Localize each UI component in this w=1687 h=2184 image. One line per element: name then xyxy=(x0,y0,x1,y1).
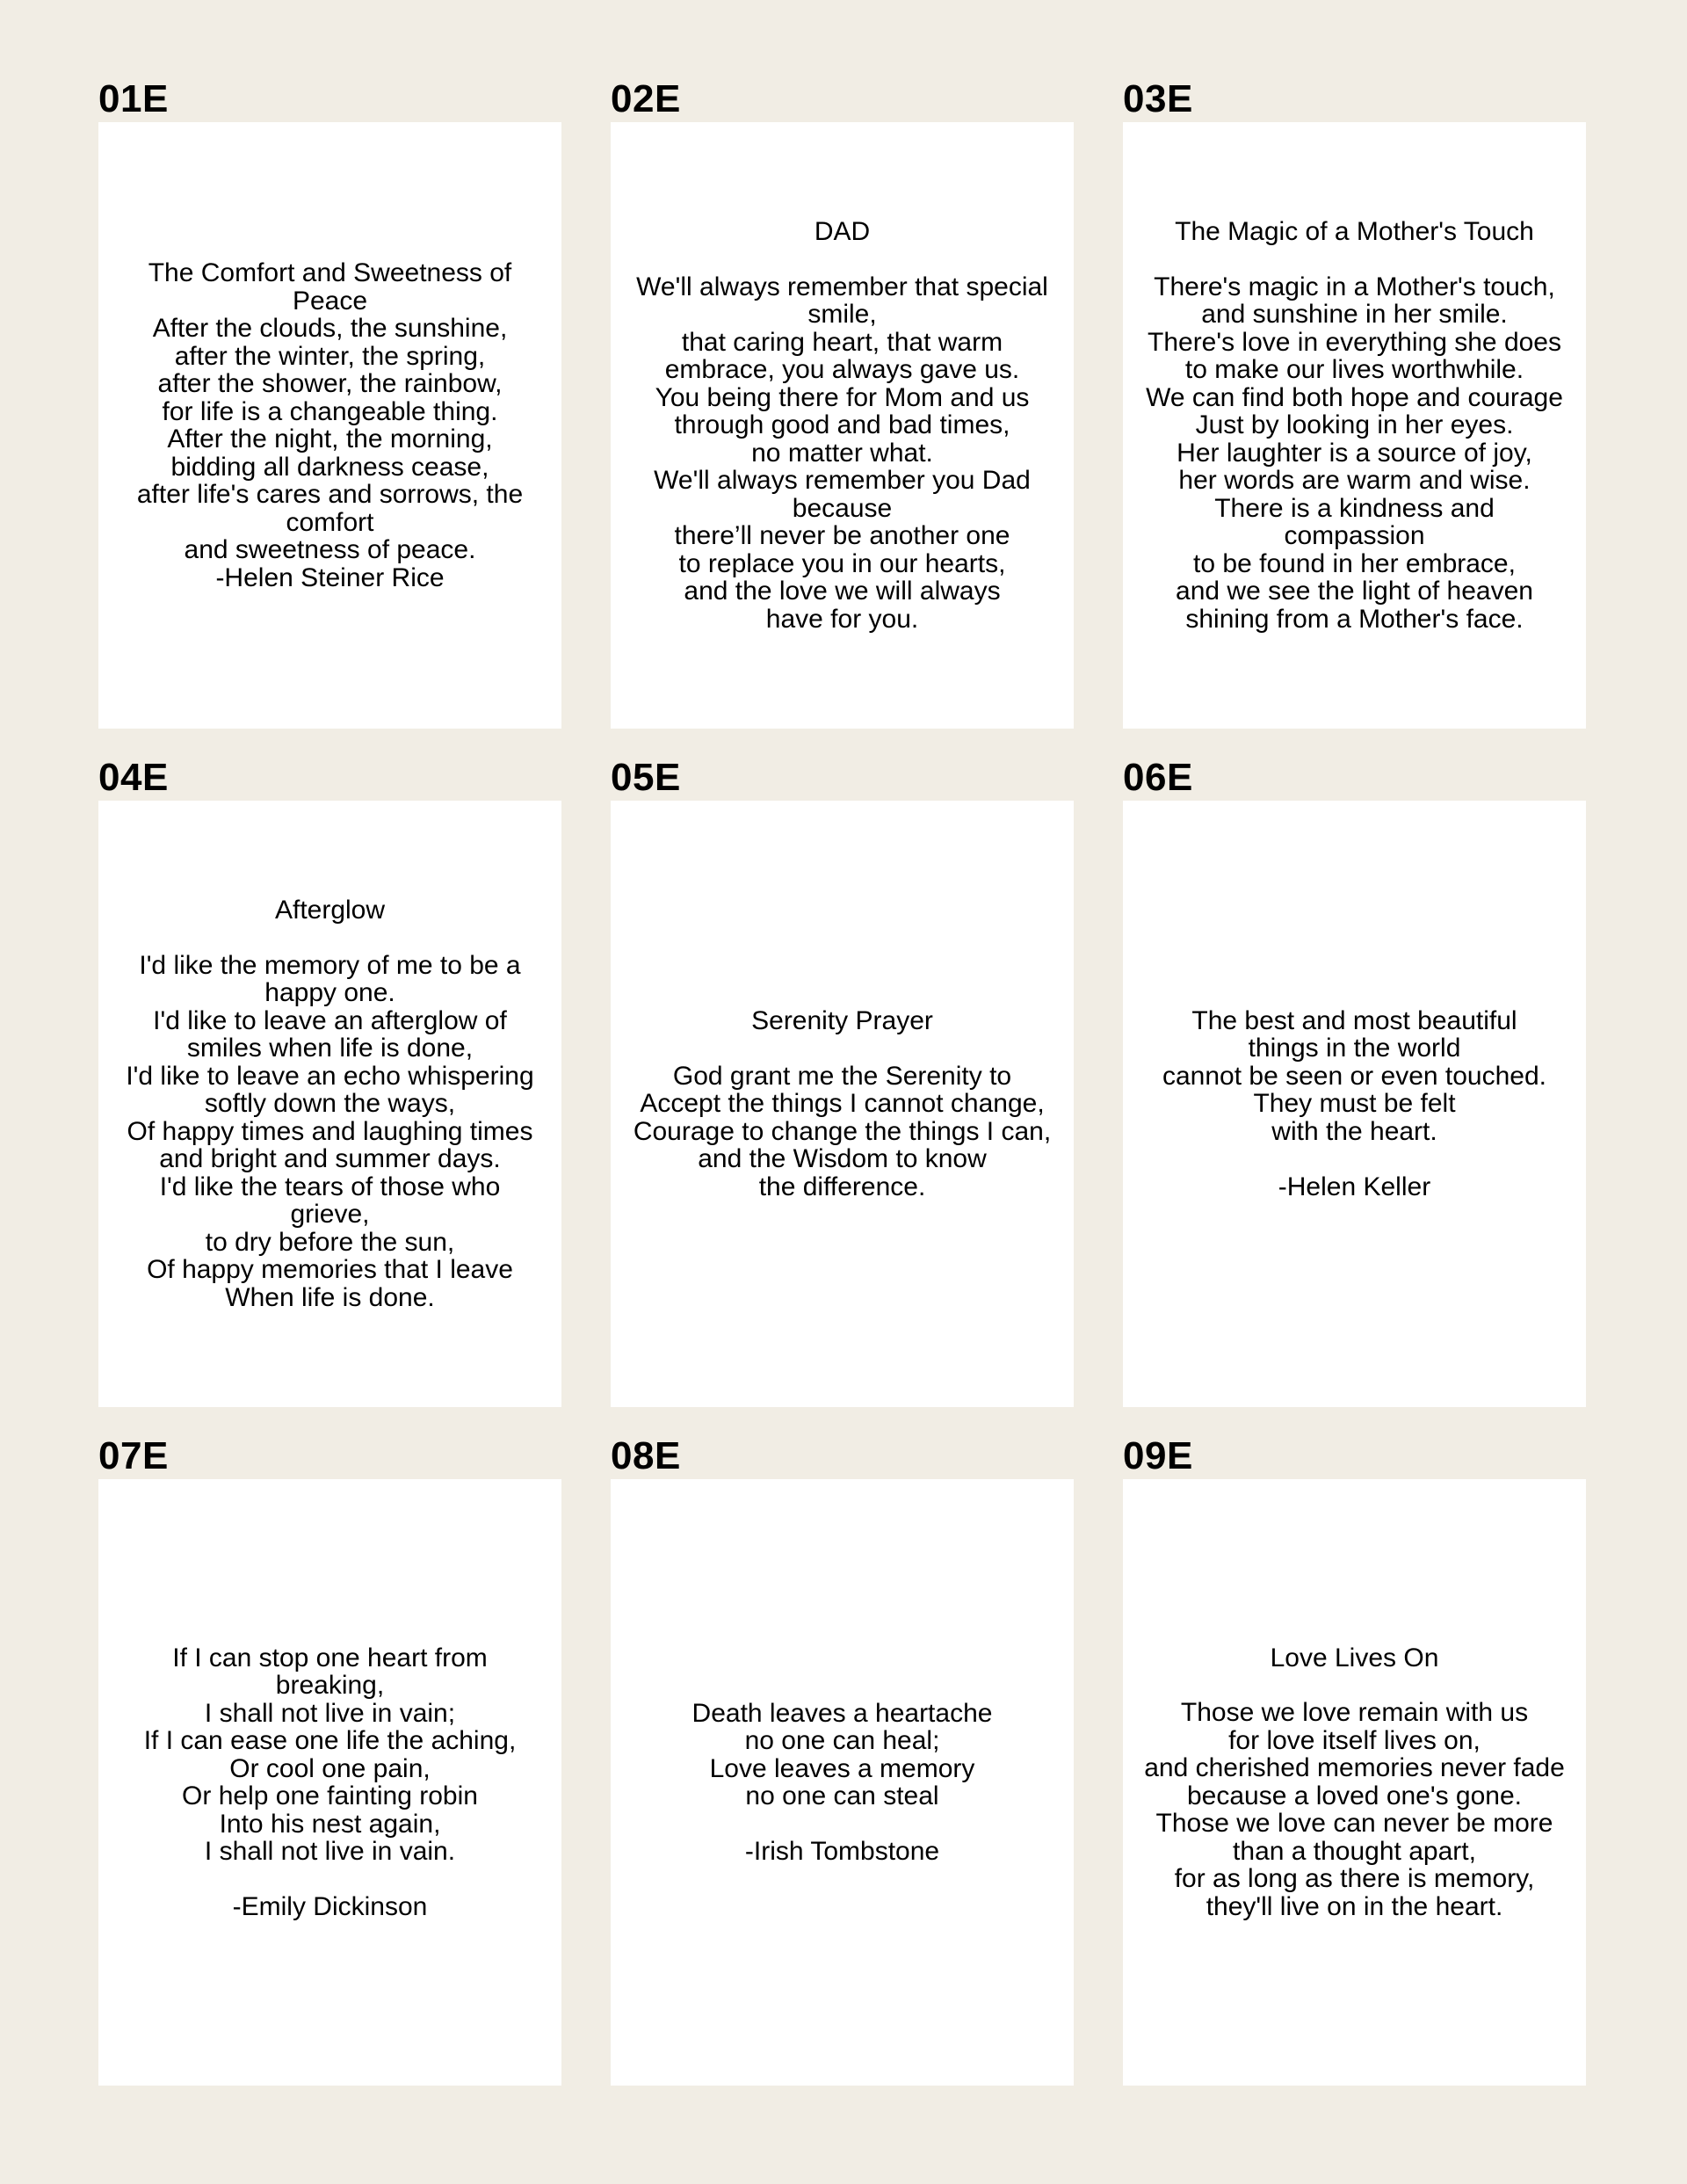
verse-text: We'll always remember that special smile, that caring heart, that warm embrace, you always gave us. You being there for Mom and us through good and bad times, no matter what. We'll always remember you Dad because there’ll never be another one to replace you in our hearts, and the love we will always have for you. xyxy=(636,272,1048,634)
verse-code: 08E xyxy=(611,1434,681,1477)
verse-text: Those we love remain with us for love itself lives on, and cherished memories never fade because a loved one's gone. Those we love can never be more than a thought apart, for as long as there is memory, they'll live on in the heart. xyxy=(1144,1698,1565,1921)
verse-text: The best and most beautiful things in the world cannot be seen or even touched. They must be felt with the heart. -Helen Keller xyxy=(1162,1005,1546,1201)
verse-card-01[interactable] xyxy=(98,76,561,729)
verse-card-body[interactable] xyxy=(1123,801,1586,1407)
verse-code: 01E xyxy=(98,77,169,120)
verse-title: Afterglow xyxy=(274,896,386,925)
verse-card-09[interactable] xyxy=(1123,1433,1586,2086)
verse-text: If I can stop one heart from breaking, I shall not live in vain; If I can ease one life the aching, Or cool one pain, Or help one fainting robin Into his nest again, I shall not live in vain. -Emily Dickinson xyxy=(143,1643,517,1921)
verse-code: 07E xyxy=(98,1434,169,1477)
verse-title: Serenity Prayer xyxy=(751,1006,933,1035)
verse-card-body[interactable] xyxy=(98,801,561,1407)
verse-card-03[interactable] xyxy=(1123,76,1586,729)
verse-text: God grant me the Serenity to Accept the things I cannot change, Courage to change the things I can, and the Wisdom to know the difference. xyxy=(633,1061,1052,1201)
verse-card-body[interactable] xyxy=(611,122,1074,729)
verse-card-grid xyxy=(98,76,1586,2086)
verse-text: There's magic in a Mother's touch, and sunshine in her smile. There's love in everything she does to make our lives worthwhile. We can find both hope and courage Just by looking in her eyes. Her laughter is a source of joy, her words are warm and wise. There is a kindness and compassion to be found in her embrace, and we see the light of heaven shining from a Mother's face. xyxy=(1146,272,1563,634)
verse-title: DAD xyxy=(814,217,871,246)
verse-card-05[interactable] xyxy=(611,755,1074,1407)
verse-card-08[interactable] xyxy=(611,1433,1074,2086)
verse-card-body[interactable] xyxy=(1123,122,1586,729)
verse-card-body[interactable] xyxy=(98,1479,561,2086)
verse-code: 03E xyxy=(1123,77,1193,120)
verse-card-02[interactable] xyxy=(611,76,1074,729)
verse-text: Death leaves a heartache no one can heal; Love leaves a memory no one can steal -Irish Tombstone xyxy=(691,1698,993,1866)
verse-code: 06E xyxy=(1123,756,1193,799)
verse-code: 04E xyxy=(98,756,169,799)
verse-text: The Comfort and Sweetness of Peace After the clouds, the sunshine, after the winter, the spring, after the shower, the rainbow, for life is a changeable thing. After the night, the morning, bidding all darkness cease, after life's cares and sorrows, the comfort and sweetness of peace. -Helen Steiner Rice xyxy=(136,258,524,592)
verse-card-body[interactable] xyxy=(98,122,561,729)
verse-title: The Magic of a Mother's Touch xyxy=(1175,217,1534,246)
verse-title: Love Lives On xyxy=(1270,1643,1439,1672)
verse-text: I'd like the memory of me to be a happy one. I'd like to leave an afterglow of smiles when life is done, I'd like to leave an echo whispering softly down the ways, Of happy times and laughing times and bright and summer days. I'd like the tears of those who grieve, to dry before the sun, Of happy memories that I leave When life is done. xyxy=(126,950,534,1312)
verse-card-body[interactable] xyxy=(611,801,1074,1407)
verse-card-07[interactable] xyxy=(98,1433,561,2086)
verse-card-06[interactable] xyxy=(1123,755,1586,1407)
verse-code: 02E xyxy=(611,77,681,120)
verse-card-04[interactable] xyxy=(98,755,561,1407)
verse-card-body[interactable] xyxy=(611,1479,1074,2086)
verse-code: 05E xyxy=(611,756,681,799)
verse-card-body[interactable] xyxy=(1123,1479,1586,2086)
verse-code: 09E xyxy=(1123,1434,1193,1477)
